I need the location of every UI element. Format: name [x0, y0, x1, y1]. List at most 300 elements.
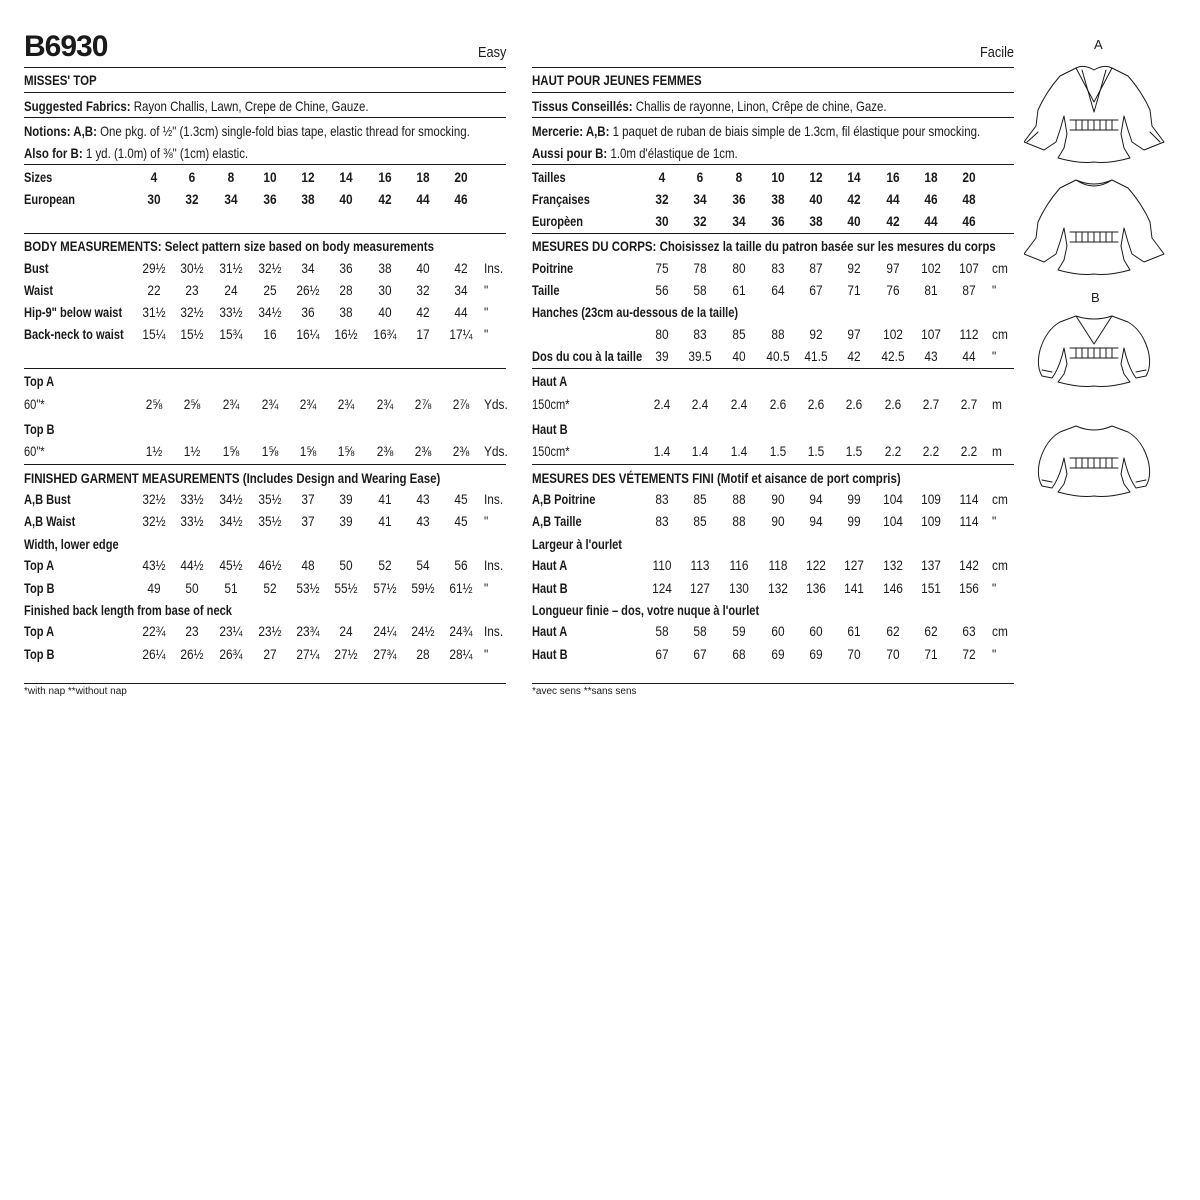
row-label: A,B Waist	[24, 514, 76, 529]
row-label: Haut A	[532, 624, 568, 639]
table-cell: 1⅝	[299, 444, 317, 459]
row-label: Haut A	[532, 374, 568, 389]
table-row	[24, 579, 506, 599]
table-cell: 28	[416, 647, 430, 662]
row-label: Top A	[24, 374, 55, 389]
table-cell: 23	[185, 624, 199, 639]
table-cell: 83	[771, 261, 785, 276]
table-cell: 53½	[296, 581, 320, 596]
table-cell: 30	[147, 192, 161, 207]
unit-label: cm	[992, 261, 1008, 276]
table-cell: 2⅜	[376, 444, 394, 459]
fabrics-line	[24, 96, 369, 116]
table-cell: 113	[690, 558, 710, 573]
table-cell: 32	[655, 192, 669, 207]
table-cell: 32½	[142, 492, 166, 507]
table-cell: 44	[454, 305, 468, 320]
table-row	[532, 490, 1014, 510]
table-cell: 2⅞	[414, 397, 432, 412]
unit-label: cm	[992, 558, 1008, 573]
table-cell: 87	[809, 261, 823, 276]
table-cell: 34	[224, 192, 238, 207]
table-cell: 14	[339, 170, 353, 185]
row-label: Finished back length from base of neck	[24, 603, 232, 618]
table-cell: 1⅝	[337, 444, 355, 459]
table-cell: 130	[729, 581, 749, 596]
table-cell: 60	[809, 624, 823, 639]
table-cell: 42	[886, 214, 900, 229]
table-cell: 76	[886, 283, 900, 298]
table-cell: 23¾	[296, 624, 320, 639]
table-cell: 75	[655, 261, 669, 276]
unit-label: "	[484, 305, 489, 320]
garment-title: MISSES' TOP	[24, 72, 97, 88]
table-cell: 39	[339, 514, 353, 529]
table-cell: 81	[924, 283, 938, 298]
table-cell: 83	[655, 514, 669, 529]
table-cell: 92	[809, 327, 823, 342]
table-cell: 28	[339, 283, 353, 298]
divider	[24, 683, 506, 684]
table-cell: 2.6	[884, 397, 902, 412]
fabrics-text: Challis de rayonne, Linon, Crêpe de chine, Gaze.	[632, 98, 887, 114]
table-cell: 57½	[373, 581, 397, 596]
table-cell: 26½	[296, 283, 320, 298]
row-label: Haut B	[532, 647, 568, 662]
table-cell: 94	[809, 514, 823, 529]
french-column	[532, 0, 1022, 700]
table-cell: 6	[188, 170, 196, 185]
table-cell: 10	[771, 170, 785, 185]
table-cell: 23½	[258, 624, 282, 639]
table-cell: 85	[693, 492, 707, 507]
table-cell: 2.6	[807, 397, 825, 412]
also-for-b-label: Also for B:	[24, 145, 83, 161]
table-cell: 109	[921, 492, 941, 507]
table-cell: 2⅜	[452, 444, 470, 459]
table-row	[532, 622, 1014, 642]
table-cell: 112	[959, 327, 979, 342]
table-row	[532, 395, 1014, 415]
table-cell: 85	[693, 514, 707, 529]
row-label: European	[24, 192, 76, 207]
unit-label: Ins.	[484, 261, 504, 276]
row-label: Top B	[24, 647, 55, 662]
table-cell: 16	[263, 327, 277, 342]
table-row	[24, 325, 506, 345]
table-cell: 16¼	[296, 327, 320, 342]
table-cell: 20	[962, 170, 976, 185]
notions-label: Mercerie: A,B:	[532, 123, 610, 139]
row-label: Tailles	[532, 170, 566, 185]
table-cell: 87	[962, 283, 976, 298]
table-row	[532, 579, 1014, 599]
table-cell: 31½	[219, 261, 243, 276]
table-cell: 50	[185, 581, 199, 596]
table-cell: 41	[378, 492, 392, 507]
table-cell: 29½	[142, 261, 166, 276]
table-cell: 2⅜	[414, 444, 432, 459]
table-row	[24, 420, 506, 440]
table-row	[532, 512, 1014, 532]
view-a-front-sketch	[1024, 37, 1164, 163]
table-row	[24, 259, 506, 279]
unit-label: "	[992, 647, 997, 662]
table-cell: 40	[339, 192, 353, 207]
unit-label: "	[992, 283, 997, 298]
unit-label: "	[484, 327, 489, 342]
table-cell: 67	[809, 283, 823, 298]
row-label: 150cm*	[532, 444, 570, 459]
table-cell: 49	[147, 581, 161, 596]
table-cell: 27	[263, 647, 277, 662]
divider	[532, 92, 1014, 93]
table-cell: 42	[847, 349, 861, 364]
table-cell: 118	[768, 558, 788, 573]
table-cell: 90	[771, 492, 785, 507]
table-cell: 32	[185, 192, 199, 207]
also-for-b-line	[532, 143, 738, 163]
divider	[24, 164, 506, 165]
table-cell: 4	[658, 170, 666, 185]
table-cell: 17	[416, 327, 430, 342]
table-cell: 156	[959, 581, 979, 596]
also-for-b-label: Aussi pour B:	[532, 145, 608, 161]
table-cell: 32½	[258, 261, 282, 276]
table-cell: 48	[301, 558, 315, 573]
table-cell: 32½	[180, 305, 204, 320]
table-cell: 90	[771, 514, 785, 529]
row-label: Poitrine	[532, 261, 574, 276]
table-cell: 30	[655, 214, 669, 229]
table-cell: 107	[959, 261, 979, 276]
table-cell: 1.4	[730, 444, 748, 459]
table-cell: 16½	[334, 327, 358, 342]
technical-sketches	[1024, 30, 1174, 510]
table-cell: 23¼	[219, 624, 243, 639]
table-row	[532, 281, 1014, 301]
table-cell: 44	[416, 192, 430, 207]
unit-label: cm	[992, 492, 1008, 507]
fabrics-label: Suggested Fabrics:	[24, 98, 131, 114]
table-cell: 151	[921, 581, 941, 596]
notions-line	[532, 121, 980, 141]
garment-title: HAUT POUR JEUNES FEMMES	[532, 72, 702, 88]
table-cell: 10	[263, 170, 277, 185]
table-cell: 71	[924, 647, 938, 662]
table-cell: 1.4	[691, 444, 709, 459]
table-cell: 2.6	[769, 397, 787, 412]
table-row	[532, 347, 1014, 367]
table-row	[532, 556, 1014, 576]
table-cell: 116	[729, 558, 749, 573]
table-cell: 1.5	[845, 444, 863, 459]
table-cell: 44	[924, 214, 938, 229]
unit-label: Ins.	[484, 558, 504, 573]
table-cell: 2.7	[960, 397, 978, 412]
table-cell: 64	[771, 283, 785, 298]
table-cell: 20	[454, 170, 468, 185]
table-cell: 58	[693, 283, 707, 298]
unit-label: "	[484, 283, 489, 298]
row-label: 150cm*	[532, 397, 570, 412]
table-cell: 62	[886, 624, 900, 639]
table-cell: 61½	[449, 581, 473, 596]
table-cell: 2¾	[261, 397, 279, 412]
table-cell: 114	[959, 492, 979, 507]
divider	[532, 233, 1014, 234]
table-cell: 32½	[142, 514, 166, 529]
table-cell: 110	[652, 558, 672, 573]
table-row	[24, 512, 506, 532]
table-row	[532, 645, 1014, 665]
table-cell: 4	[150, 170, 158, 185]
table-cell: 32	[693, 214, 707, 229]
table-cell: 2.7	[922, 397, 940, 412]
table-cell: 60	[771, 624, 785, 639]
unit-label: Ins.	[484, 624, 504, 639]
table-cell: 127	[690, 581, 710, 596]
table-cell: 45	[454, 514, 468, 529]
row-label: A,B Poitrine	[532, 492, 596, 507]
unit-label: Yds.	[484, 397, 508, 412]
table-row	[24, 556, 506, 576]
table-cell: 42	[847, 192, 861, 207]
table-cell: 59	[732, 624, 746, 639]
table-cell: 41.5	[804, 349, 828, 364]
view-b-front-sketch	[1038, 290, 1149, 387]
table-cell: 104	[883, 514, 903, 529]
table-cell: 2¾	[222, 397, 240, 412]
view-b-label: B	[1091, 290, 1100, 305]
table-cell: 80	[655, 327, 669, 342]
divider	[532, 164, 1014, 165]
table-cell: 42.5	[881, 349, 905, 364]
table-cell: 42	[378, 192, 392, 207]
table-cell: 58	[655, 624, 669, 639]
table-cell: 55½	[334, 581, 358, 596]
table-cell: 39	[655, 349, 669, 364]
table-cell: 59½	[411, 581, 435, 596]
fabrics-label: Tissus Conseillés:	[532, 98, 633, 114]
table-cell: 24¾	[449, 624, 473, 639]
table-cell: 37	[301, 514, 315, 529]
row-label: A,B Bust	[24, 492, 71, 507]
view-a-back-sketch	[1024, 180, 1164, 275]
table-row	[24, 168, 506, 188]
unit-label: Ins.	[484, 492, 504, 507]
table-cell: 122	[806, 558, 826, 573]
row-label: Europèen	[532, 214, 584, 229]
table-row	[532, 303, 1014, 323]
unit-label: m	[992, 444, 1002, 459]
divider	[24, 67, 506, 68]
row-label: Hip-9" below waist	[24, 305, 123, 320]
table-cell: 80	[732, 261, 746, 276]
table-cell: 35½	[258, 514, 282, 529]
table-cell: 39	[339, 492, 353, 507]
finished-measurements-heading: MESURES DES VÉTEMENTS FINI (Motif et aisance de port compris)	[532, 470, 901, 486]
table-cell: 34½	[258, 305, 282, 320]
table-cell: 56	[454, 558, 468, 573]
table-cell: 78	[693, 261, 707, 276]
view-a-label: A	[1094, 37, 1103, 52]
table-cell: 16	[378, 170, 392, 185]
table-cell: 23	[185, 283, 199, 298]
table-cell: 24	[339, 624, 353, 639]
view-b-back-sketch	[1038, 426, 1149, 497]
table-row	[24, 281, 506, 301]
table-cell: 36	[263, 192, 277, 207]
table-cell: 40	[732, 349, 746, 364]
pattern-number: B6930	[24, 30, 108, 63]
also-for-b-line	[24, 143, 248, 163]
table-cell: 30	[378, 283, 392, 298]
table-cell: 34½	[219, 492, 243, 507]
table-cell: 1⅝	[222, 444, 240, 459]
row-label: 60"*	[24, 397, 45, 412]
also-for-b-text: 1.0m d'élastique de 1cm.	[607, 145, 738, 161]
table-cell: 17¼	[449, 327, 473, 342]
table-row	[532, 168, 1014, 188]
row-label: Longueur finie – dos, votre nuque à l'ourlet	[532, 603, 760, 618]
table-cell: 26½	[180, 647, 204, 662]
row-label: Bust	[24, 261, 49, 276]
table-row	[532, 325, 1014, 345]
table-cell: 12	[809, 170, 823, 185]
table-cell: 85	[732, 327, 746, 342]
table-cell: 2¾	[299, 397, 317, 412]
table-row	[24, 490, 506, 510]
table-cell: 2⅞	[452, 397, 470, 412]
table-cell: 33½	[180, 514, 204, 529]
table-cell: 25	[263, 283, 277, 298]
table-cell: 104	[883, 492, 903, 507]
table-cell: 102	[883, 327, 903, 342]
unit-label: cm	[992, 624, 1008, 639]
table-cell: 146	[883, 581, 903, 596]
table-cell: 31½	[142, 305, 166, 320]
table-cell: 2.2	[884, 444, 902, 459]
table-cell: 94	[809, 492, 823, 507]
table-cell: 34½	[219, 514, 243, 529]
table-row	[532, 372, 1014, 392]
table-cell: 14	[847, 170, 861, 185]
table-cell: 22	[147, 283, 161, 298]
unit-label: "	[992, 581, 997, 596]
table-cell: 6	[696, 170, 704, 185]
table-cell: 46	[454, 192, 468, 207]
table-row	[532, 420, 1014, 440]
row-label: Taille	[532, 283, 560, 298]
table-cell: 88	[732, 492, 746, 507]
table-cell: 35½	[258, 492, 282, 507]
table-cell: 40	[809, 192, 823, 207]
table-cell: 58	[693, 624, 707, 639]
table-row	[24, 601, 506, 621]
table-cell: 1.5	[807, 444, 825, 459]
table-cell: 68	[732, 647, 746, 662]
table-cell: 2⅝	[145, 397, 163, 412]
unit-label: "	[992, 349, 997, 364]
notions-text: One pkg. of ½" (1.3cm) single-fold bias tape, elastic thread for smocking.	[96, 123, 470, 139]
row-label: Sizes	[24, 170, 53, 185]
row-label: Top A	[24, 558, 55, 573]
table-cell: 15¼	[142, 327, 166, 342]
table-cell: 88	[732, 514, 746, 529]
table-cell: 18	[416, 170, 430, 185]
unit-label: "	[484, 514, 489, 529]
table-cell: 27½	[334, 647, 358, 662]
table-cell: 2.2	[922, 444, 940, 459]
table-cell: 38	[378, 261, 392, 276]
table-cell: 1½	[145, 444, 163, 459]
body-measurements-heading: BODY MEASUREMENTS: Select pattern size based on body measurements	[24, 238, 434, 254]
table-cell: 50	[339, 558, 353, 573]
table-cell: 38	[301, 192, 315, 207]
table-cell: 72	[962, 647, 976, 662]
table-cell: 69	[809, 647, 823, 662]
table-cell: 38	[771, 192, 785, 207]
table-cell: 33½	[219, 305, 243, 320]
footnote: *avec sens **sans sens	[532, 686, 637, 697]
table-cell: 136	[806, 581, 826, 596]
table-cell: 127	[844, 558, 864, 573]
unit-label: m	[992, 397, 1002, 412]
table-cell: 27¼	[296, 647, 320, 662]
table-row	[24, 622, 506, 642]
table-row	[24, 303, 506, 323]
row-label: Waist	[24, 283, 54, 298]
table-cell: 52	[378, 558, 392, 573]
table-cell: 36	[771, 214, 785, 229]
table-row	[532, 442, 1014, 462]
table-cell: 34	[301, 261, 315, 276]
table-cell: 44	[886, 192, 900, 207]
table-cell: 2⅝	[183, 397, 201, 412]
row-label: Largeur à l'ourlet	[532, 537, 622, 552]
table-cell: 99	[847, 514, 861, 529]
table-cell: 24	[224, 283, 238, 298]
footnote: *with nap **without nap	[24, 686, 127, 697]
divider	[24, 117, 506, 118]
table-row	[24, 645, 506, 665]
table-cell: 32	[416, 283, 430, 298]
table-cell: 1.4	[653, 444, 671, 459]
table-cell: 40	[378, 305, 392, 320]
row-label: Top B	[24, 581, 55, 596]
table-cell: 124	[652, 581, 672, 596]
table-cell: 2.4	[691, 397, 709, 412]
sketch-canvas	[1024, 30, 1174, 510]
difficulty-label: Easy	[477, 44, 506, 61]
table-cell: 36	[301, 305, 315, 320]
row-label: Haut A	[532, 558, 568, 573]
table-cell: 70	[886, 647, 900, 662]
notions-label: Notions: A,B:	[24, 123, 97, 139]
table-cell: 46	[924, 192, 938, 207]
table-cell: 34	[693, 192, 707, 207]
row-label: Haut B	[532, 422, 568, 437]
table-cell: 34	[732, 214, 746, 229]
table-cell: 12	[301, 170, 315, 185]
notions-text: 1 paquet de ruban de biais simple de 1.3cm, fil élastique pour smocking.	[609, 123, 981, 139]
table-cell: 141	[844, 581, 864, 596]
row-label: Top A	[24, 624, 55, 639]
table-cell: 46½	[258, 558, 282, 573]
notions-line	[24, 121, 470, 141]
table-cell: 97	[886, 261, 900, 276]
